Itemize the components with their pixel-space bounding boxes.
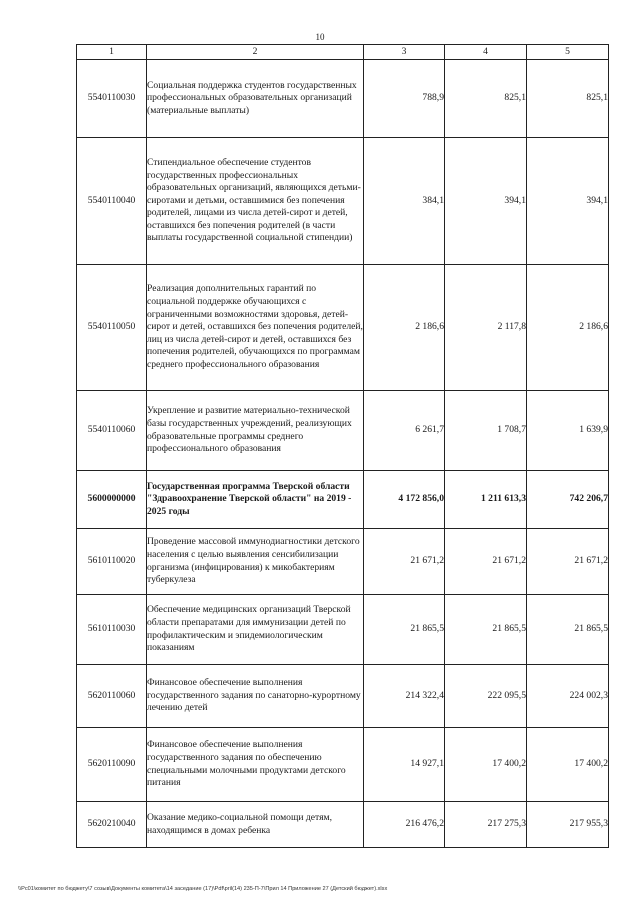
row-value-col5: 742 206,7 — [527, 471, 609, 529]
row-code: 5540110030 — [77, 60, 147, 138]
row-value-col5: 17 400,2 — [527, 728, 609, 802]
table-row — [77, 391, 609, 471]
table-header-row — [77, 45, 609, 60]
table-row — [77, 728, 609, 802]
budget-table — [76, 44, 609, 848]
row-code: 5540110060 — [77, 391, 147, 471]
column-header-1: 1 — [77, 45, 147, 60]
column-header-2: 2 — [147, 45, 364, 60]
row-code: 5620210040 — [77, 802, 147, 848]
row-description: Обеспечение медицинских организаций Тверской области препаратами для иммунизации детей по профилактическим и эпидемиологическим показаниям — [147, 595, 364, 665]
table-row — [77, 595, 609, 665]
row-value-col4: 222 095,5 — [445, 665, 527, 728]
row-code: 5540110050 — [77, 265, 147, 391]
row-value-col4: 217 275,3 — [445, 802, 527, 848]
row-value-col3: 216 476,2 — [364, 802, 445, 848]
table-row — [77, 60, 609, 138]
row-code: 5620110060 — [77, 665, 147, 728]
row-description: Государственная программа Тверской области "Здравоохранение Тверской области" на 2019 - 2025 годы — [147, 471, 364, 529]
row-code: 5540110040 — [77, 138, 147, 265]
row-value-col5: 394,1 — [527, 138, 609, 265]
row-value-col3: 384,1 — [364, 138, 445, 265]
file-path-footer: \\Pc01\комитет по бюджету\7 созыв\Документы комитета\14 заседание (17)\Pdf\pril(14) 235-П-7\Прил 14 Приложение 27 (Детский бюджет).xlsx — [18, 886, 388, 892]
table-row — [77, 265, 609, 391]
column-header-4: 4 — [445, 45, 527, 60]
row-value-col4: 2 117,8 — [445, 265, 527, 391]
table-row — [77, 138, 609, 265]
row-value-col3: 21 671,2 — [364, 529, 445, 595]
row-value-col4: 17 400,2 — [445, 728, 527, 802]
row-value-col4: 21 865,5 — [445, 595, 527, 665]
row-value-col3: 14 927,1 — [364, 728, 445, 802]
row-value-col4: 1 211 613,3 — [445, 471, 527, 529]
column-header-5: 5 — [527, 45, 609, 60]
row-description: Реализация дополнительных гарантий по социальной поддержке обучающихся с ограниченными возможностями здоровья, детей-сирот и детей, оставшихся без попечения родителей, лиц из числа детей-сирот и детей, оставшихся без попечения родителей, обучающихся по программам среднего профессионального образования — [147, 265, 364, 391]
row-description: Стипендиальное обеспечение студентов государственных профессиональных образовательных организаций, являющихся детьми-сиротами и детьми, оставшимися без попечения родителей, лицами из числа детей-сирот и детей, оставшихся без попечения родителей (в части выплаты государственной социальной стипендии) — [147, 138, 364, 265]
row-value-col5: 21 865,5 — [527, 595, 609, 665]
table-row — [77, 665, 609, 728]
row-description: Проведение массовой иммунодиагностики детского населения с целью выявления сенсибилизации организма (инфицирования) к микобактериям туберкулеза — [147, 529, 364, 595]
row-value-col3: 6 261,7 — [364, 391, 445, 471]
row-value-col4: 394,1 — [445, 138, 527, 265]
row-value-col3: 788,9 — [364, 60, 445, 138]
row-description: Оказание медико-социальной помощи детям, находящимся в домах ребенка — [147, 802, 364, 848]
row-value-col5: 224 002,3 — [527, 665, 609, 728]
row-value-col3: 21 865,5 — [364, 595, 445, 665]
row-value-col5: 2 186,6 — [527, 265, 609, 391]
row-description: Социальная поддержка студентов государственных профессиональных образовательных организаций (материальные выплаты) — [147, 60, 364, 138]
row-value-col4: 21 671,2 — [445, 529, 527, 595]
table-row — [77, 529, 609, 595]
table-row-program-total — [77, 471, 609, 529]
column-header-3: 3 — [364, 45, 445, 60]
row-value-col3: 4 172 856,0 — [364, 471, 445, 529]
row-code: 5600000000 — [77, 471, 147, 529]
row-value-col3: 2 186,6 — [364, 265, 445, 391]
row-description: Укрепление и развитие материально-технической базы государственных учреждений, реализующих образовательные программы среднего профессионального образования — [147, 391, 364, 471]
row-code: 5610110030 — [77, 595, 147, 665]
row-value-col5: 21 671,2 — [527, 529, 609, 595]
row-code: 5610110020 — [77, 529, 147, 595]
table-row — [77, 802, 609, 848]
row-value-col5: 825,1 — [527, 60, 609, 138]
row-value-col5: 217 955,3 — [527, 802, 609, 848]
page-number: 10 — [315, 32, 325, 42]
row-description: Финансовое обеспечение выполнения государственного задания по обеспечению специальными молочными продуктами детского питания — [147, 728, 364, 802]
row-code: 5620110090 — [77, 728, 147, 802]
row-description: Финансовое обеспечение выполнения государственного задания по санаторно-курортному лечению детей — [147, 665, 364, 728]
row-value-col4: 1 708,7 — [445, 391, 527, 471]
row-value-col3: 214 322,4 — [364, 665, 445, 728]
row-value-col4: 825,1 — [445, 60, 527, 138]
row-value-col5: 1 639,9 — [527, 391, 609, 471]
